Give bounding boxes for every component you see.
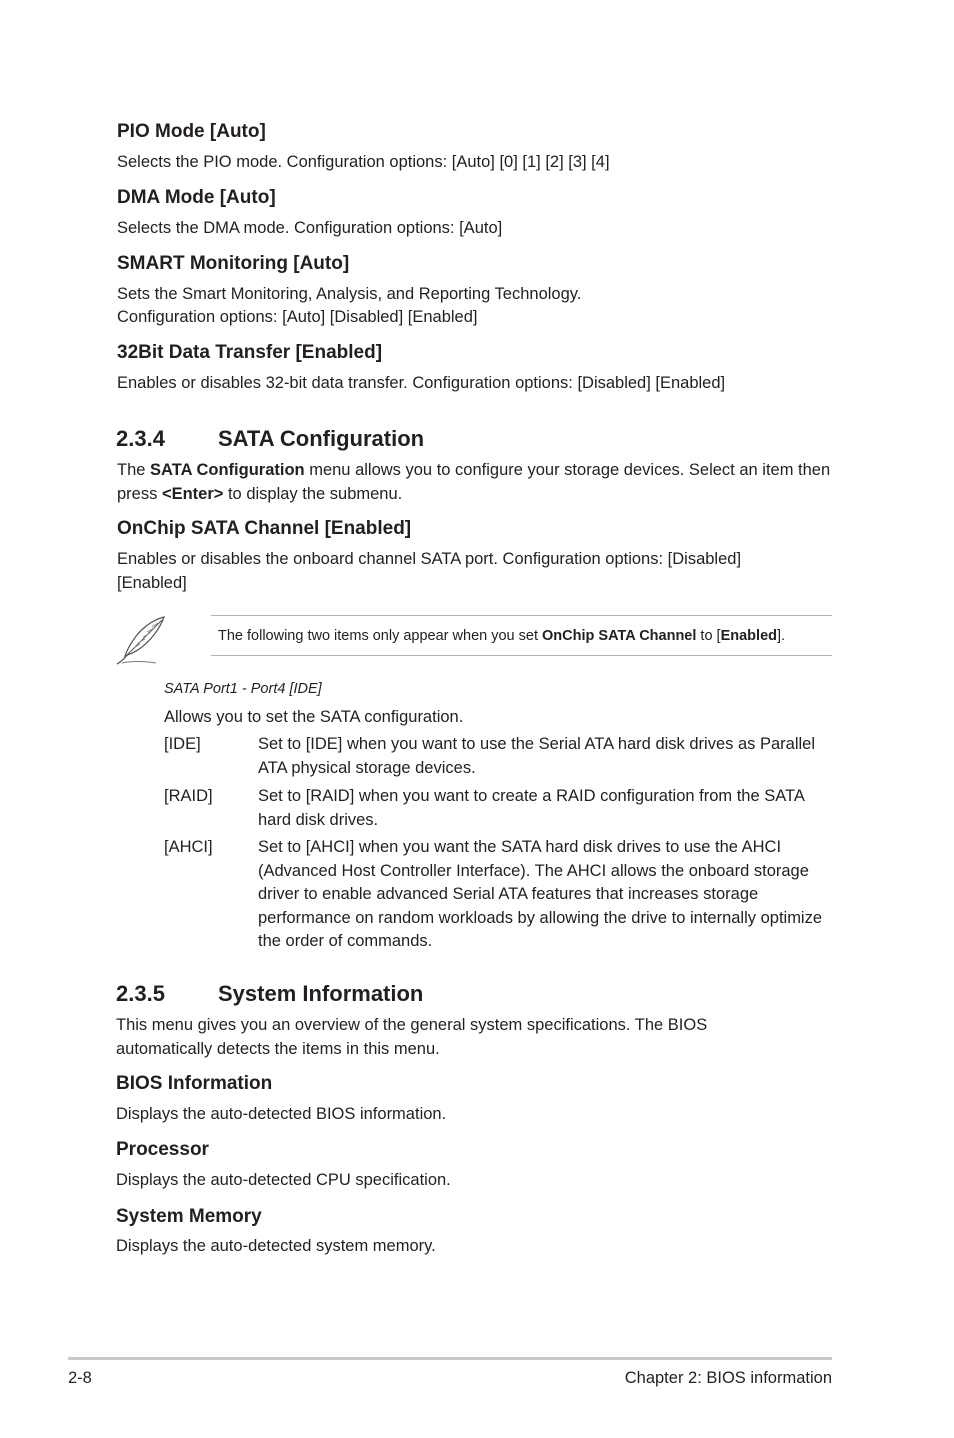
sata-configuration-intro [117, 459, 833, 506]
sata-configuration-section-heading [116, 426, 424, 452]
note-bottom-rule [211, 655, 832, 656]
note-bold-term: OnChip SATA Channel [542, 628, 697, 644]
intro-text: The [117, 461, 151, 479]
option-key: [RAID] [164, 787, 213, 805]
system-memory-heading: System Memory [116, 1206, 262, 1227]
note-text-part: to [ [696, 628, 721, 644]
bios-information-heading: BIOS Information [116, 1073, 273, 1094]
32bit-transfer-description: Enables or disables 32-bit data transfer. Configuration options: [Disabled] [Enabled] [117, 374, 726, 392]
pio-mode-heading: PIO Mode [Auto] [117, 121, 266, 142]
intro-text: menu allows you to configure your storage devices. Select an item then press [117, 461, 831, 503]
sata-port-subheading: SATA Port1 - Port4 [IDE] [164, 681, 322, 697]
processor-heading: Processor [116, 1139, 209, 1160]
note-bold-value: Enabled [720, 628, 777, 644]
note-text [218, 627, 785, 645]
note-top-rule [211, 615, 832, 616]
page-number: 2-8 [68, 1369, 92, 1387]
dma-mode-description: Selects the DMA mode. Configuration options: [Auto] [117, 219, 503, 237]
intro-bold-key: <Enter> [161, 484, 224, 503]
smart-monitoring-description-line-2: Configuration options: [Auto] [Disabled] [Enabled] [117, 308, 478, 326]
option-description: Set to [RAID] when you want to create a RAID configuration from the SATA hard disk drives. [258, 787, 804, 829]
onchip-sata-heading: OnChip SATA Channel [Enabled] [117, 518, 412, 539]
system-information-section-heading [116, 981, 423, 1007]
note-text-part: ]. [777, 628, 786, 644]
sata-port-description: Allows you to set the SATA configuration. [164, 708, 464, 726]
chapter-title: Chapter 2: BIOS information [624, 1369, 832, 1387]
section-title: SATA Configuration [218, 426, 425, 451]
footer-rule [68, 1357, 832, 1360]
system-information-intro: This menu gives you an overview of the general system specifications. The BIOS automatically detects the items in this menu. [116, 1016, 708, 1058]
note-text-part: The following two items only appear when you set [218, 628, 543, 644]
system-memory-description: Displays the auto-detected system memory. [116, 1237, 436, 1255]
pio-mode-description: Selects the PIO mode. Configuration options: [Auto] [0] [1] [2] [3] [4] [117, 153, 610, 171]
onchip-sata-description-line-1: Enables or disables the onboard channel SATA port. Configuration options: [Disabled] [117, 550, 742, 568]
option-description: Set to [AHCI] when you want the SATA hard disk drives to use the AHCI (Advanced Host Controller Interface). The AHCI allows the onboard storage driver to enable advanced Serial ATA features that increases storage performance on random workloads by allowing the drive to internally optimize the order of commands. [258, 838, 823, 950]
feather-quill-icon [114, 614, 168, 666]
onchip-sata-description-line-2: [Enabled] [117, 574, 187, 592]
smart-monitoring-description-line-1: Sets the Smart Monitoring, Analysis, and Reporting Technology. [117, 285, 582, 303]
section-number: 2.3.5 [116, 981, 165, 1006]
32bit-transfer-heading: 32Bit Data Transfer [Enabled] [117, 342, 383, 363]
option-description: Set to [IDE] when you want to use the Serial ATA hard disk drives as Parallel ATA physical storage devices. [258, 735, 816, 777]
option-key: [AHCI] [164, 838, 213, 856]
smart-monitoring-heading: SMART Monitoring [Auto] [117, 253, 350, 274]
processor-description: Displays the auto-detected CPU specification. [116, 1171, 451, 1189]
bios-information-description: Displays the auto-detected BIOS information. [116, 1105, 447, 1123]
section-title: System Information [218, 981, 424, 1006]
section-number: 2.3.4 [116, 426, 165, 451]
intro-text: to display the submenu. [223, 484, 403, 503]
intro-bold-term: SATA Configuration [150, 461, 305, 479]
option-key: [IDE] [164, 735, 201, 753]
dma-mode-heading: DMA Mode [Auto] [117, 187, 276, 208]
